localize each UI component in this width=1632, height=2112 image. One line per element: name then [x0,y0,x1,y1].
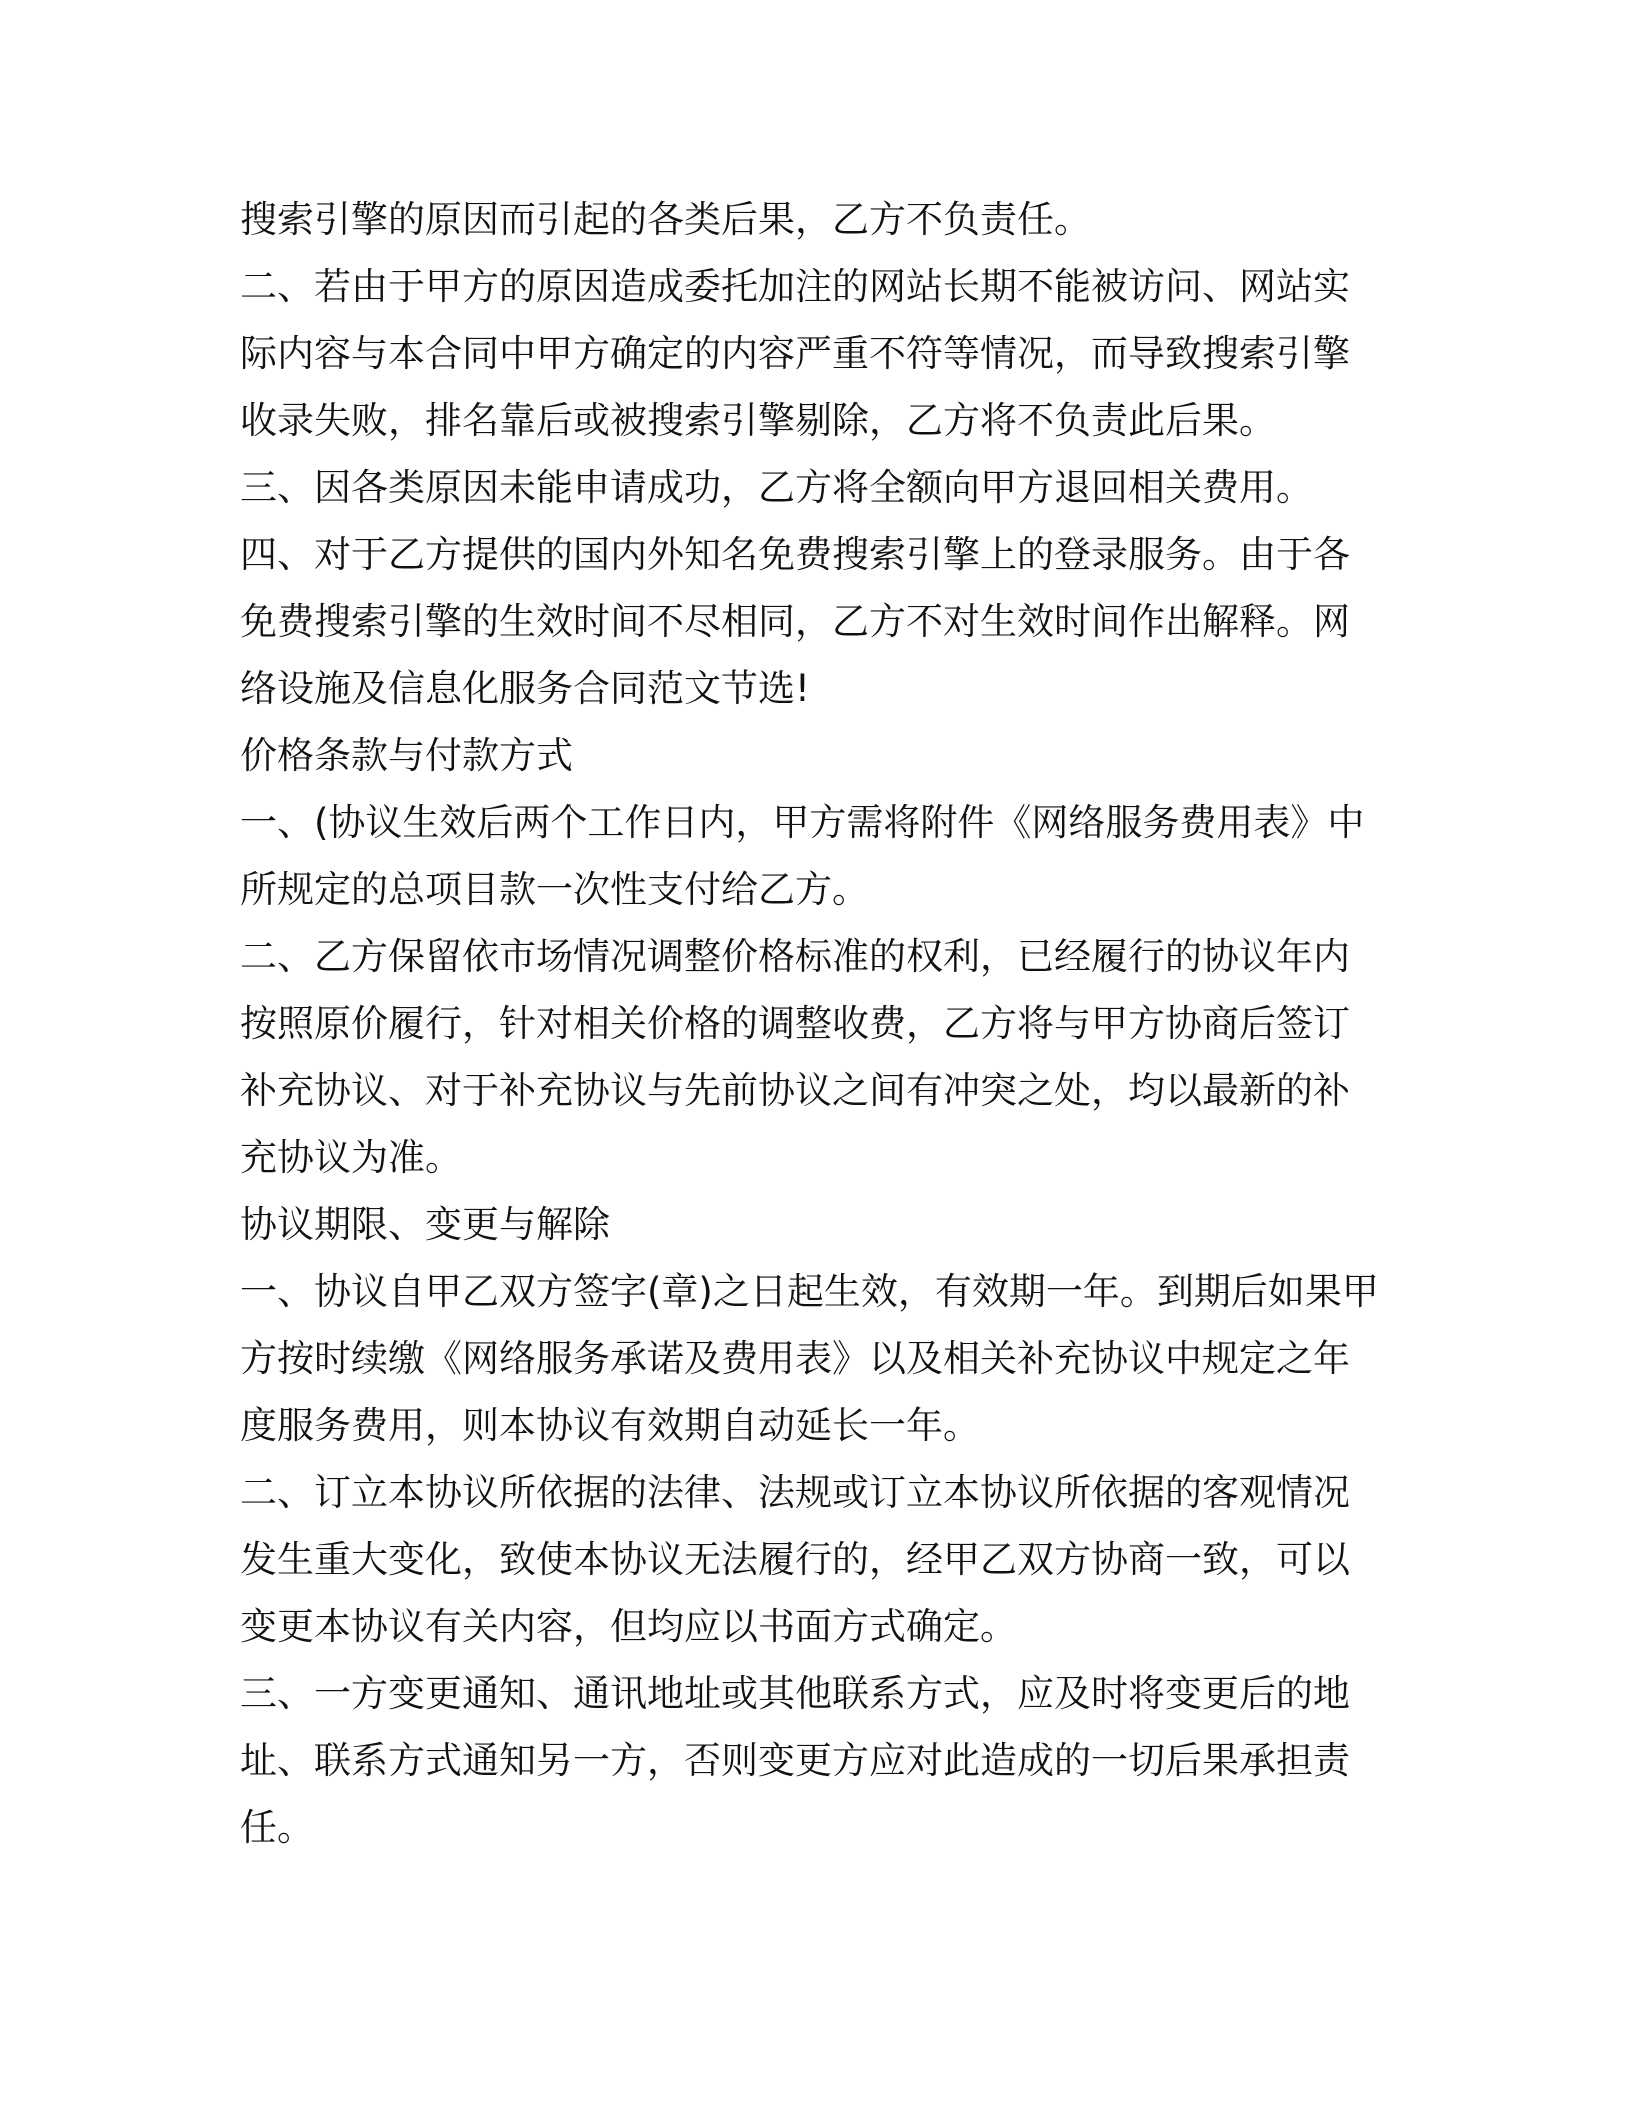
document-body [240,186,1420,1861]
section-heading: 协议期限、变更与解除 [240,1203,610,1246]
text-line: 一、协议自甲乙双方签字(章)之日起生效，有效期一年。到期后如果甲 [240,1270,1379,1313]
text-line: 二、若由于甲方的原因造成委托加注的网站长期不能被访问、网站实 [240,265,1350,308]
text-line: 变更本协议有关内容，但均应以书面方式确定。 [240,1605,1017,1648]
text-line: 补充协议、对于补充协议与先前协议之间有冲突之处，均以最新的补 [240,1069,1350,1112]
text-line: 所规定的总项目款一次性支付给乙方。 [240,868,869,911]
section-heading: 价格条款与付款方式 [240,734,573,777]
text-line: 址、联系方式通知另一方，否则变更方应对此造成的一切后果承担责 [240,1739,1350,1782]
text-line: 三、因各类原因未能申请成功，乙方将全额向甲方退回相关费用。 [240,466,1313,509]
text-line: 方按时续缴《网络服务承诺及费用表》以及相关补充协议中规定之年 [240,1337,1350,1380]
text-line: 充协议为准。 [240,1136,462,1179]
text-line: 三、一方变更通知、通讯地址或其他联系方式，应及时将变更后的地 [240,1672,1350,1715]
text-line: 二、乙方保留依市场情况调整价格标准的权利，已经履行的协议年内 [240,935,1350,978]
text-line: 发生重大变化，致使本协议无法履行的，经甲乙双方协商一致，可以 [240,1538,1350,1581]
text-line: 搜索引擎的原因而引起的各类后果，乙方不负责任。 [240,198,1091,241]
text-line: 免费搜索引擎的生效时间不尽相同，乙方不对生效时间作出解释。网 [240,600,1350,643]
text-line: 络设施及信息化服务合同范文节选! [240,667,810,710]
text-line: 际内容与本合同中甲方确定的内容严重不符等情况，而导致搜索引擎 [240,332,1350,375]
text-line: 收录失败，排名靠后或被搜索引擎剔除，乙方将不负责此后果。 [240,399,1276,442]
text-line: 按照原价履行，针对相关价格的调整收费，乙方将与甲方协商后签订 [240,1002,1350,1045]
text-line: 一、(协议生效后两个工作日内，甲方需将附件《网络服务费用表》中 [240,801,1365,844]
text-line: 任。 [240,1806,314,1849]
text-line: 度服务费用，则本协议有效期自动延长一年。 [240,1404,980,1447]
text-line: 二、订立本协议所依据的法律、法规或订立本协议所依据的客观情况 [240,1471,1350,1514]
text-line: 四、对于乙方提供的国内外知名免费搜索引擎上的登录服务。由于各 [240,533,1350,576]
